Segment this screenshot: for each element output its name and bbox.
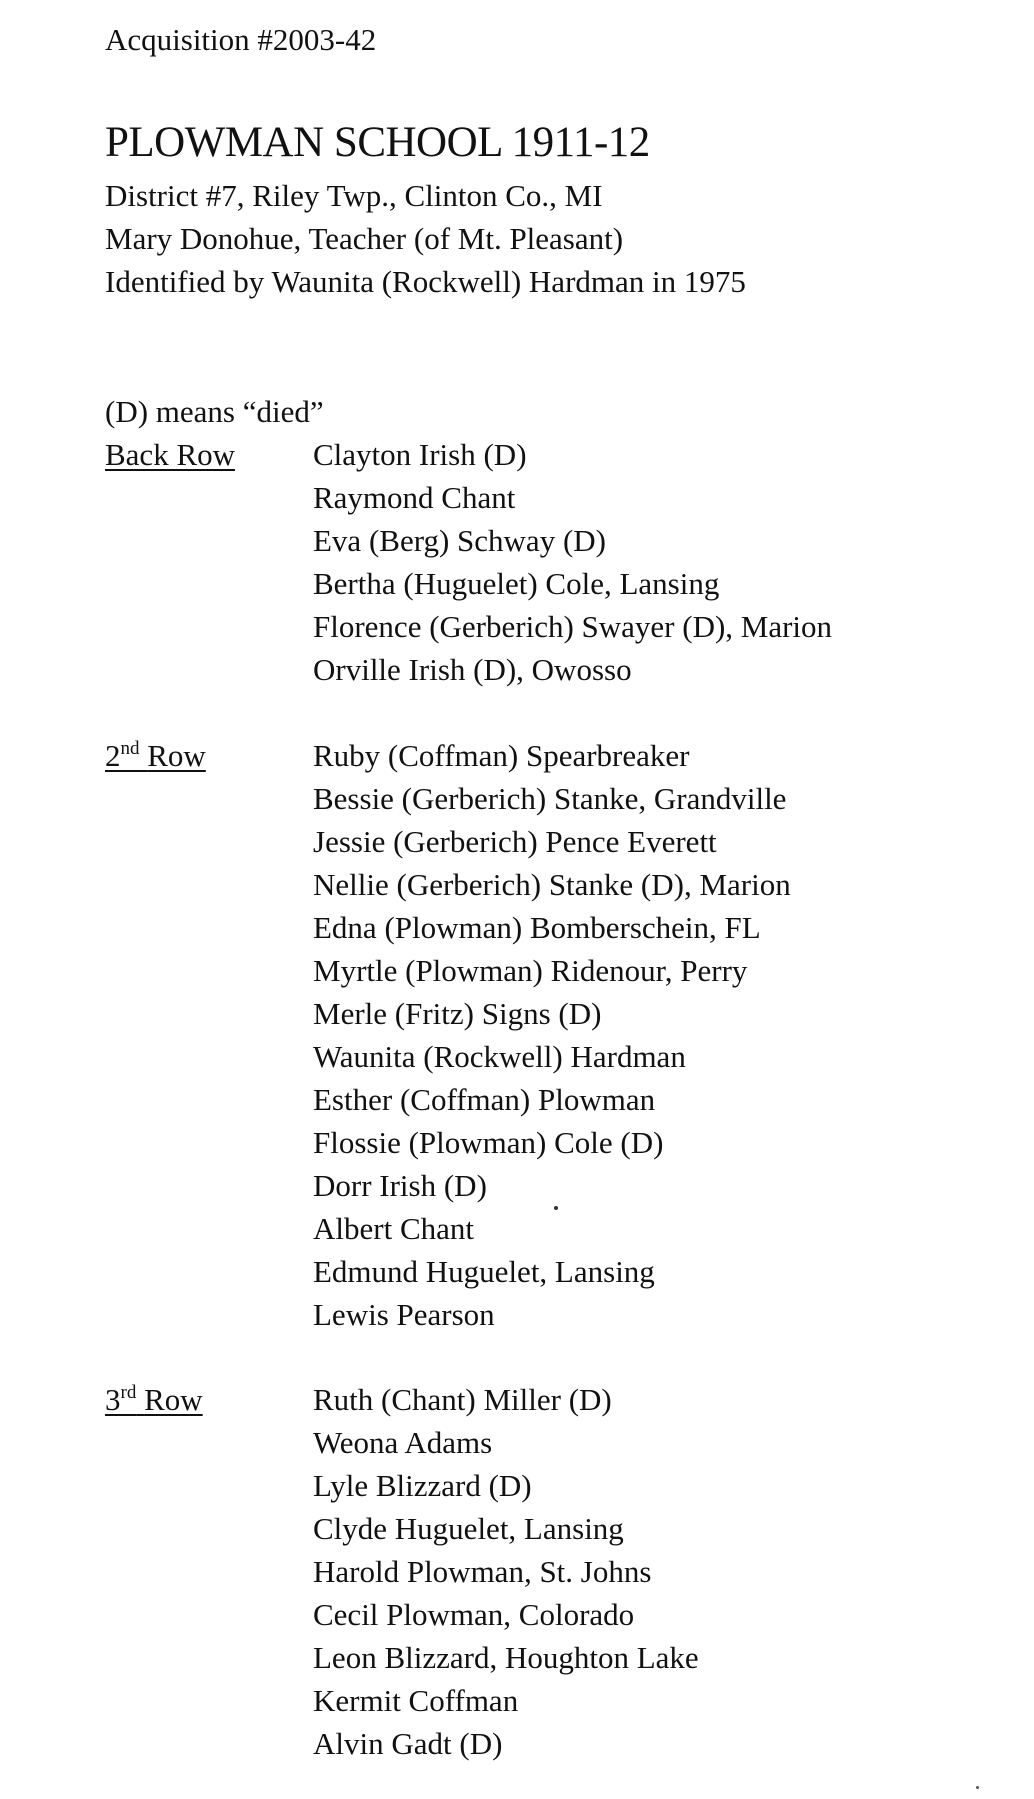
name-entry: Clayton Irish (D) [313, 437, 527, 472]
back-row-label: Back Row [105, 437, 236, 472]
name-entry: Dorr Irish (D) [313, 1168, 487, 1203]
name-entry: Clyde Huguelet, Lansing [313, 1511, 624, 1546]
back-row-names [313, 433, 832, 691]
third-row-label-number: 3 [105, 1382, 121, 1417]
document-title: PLOWMAN SCHOOL 1911-12 [105, 119, 650, 166]
second-row-label [105, 734, 206, 777]
name-entry: Cecil Plowman, Colorado [313, 1597, 635, 1632]
name-entry: Ruth (Chant) Miller (D) [313, 1382, 612, 1417]
third-row-label-word: Row [144, 1382, 203, 1417]
name-entry: Bertha (Huguelet) Cole, Lansing [313, 566, 720, 601]
name-entry: Eva (Berg) Schway (D) [313, 523, 606, 558]
name-entry: Esther (Coffman) Plowman [313, 1082, 656, 1117]
name-entry: Harold Plowman, St. Johns [313, 1554, 652, 1589]
teacher-line: Mary Donohue, Teacher (of Mt. Pleasant) [105, 221, 624, 256]
third-row-names [313, 1378, 699, 1765]
name-entry: Weona Adams [313, 1425, 493, 1460]
name-entry: Raymond Chant [313, 480, 516, 515]
name-entry: Leon Blizzard, Houghton Lake [313, 1640, 699, 1675]
name-entry: Flossie (Plowman) Cole (D) [313, 1125, 664, 1160]
name-entry: Kermit Coffman [313, 1683, 519, 1718]
name-entry: Lewis Pearson [313, 1297, 495, 1332]
name-entry: Florence (Gerberich) Swayer (D), Marion [313, 609, 833, 644]
second-row-label-word: Row [147, 738, 206, 773]
name-entry: Ruby (Coffman) Spearbreaker [313, 738, 690, 773]
name-entry: Orville Irish (D), Owosso [313, 652, 632, 687]
name-entry: Albert Chant [313, 1211, 474, 1246]
name-entry: Myrtle (Plowman) Ridenour, Perry [313, 953, 748, 988]
second-row-label-number: 2 [105, 738, 121, 773]
name-entry: Jessie (Gerberich) Pence Everett [313, 824, 717, 859]
name-entry: Bessie (Gerberich) Stanke, Grandville [313, 781, 787, 816]
name-entry: Lyle Blizzard (D) [313, 1468, 532, 1503]
second-row-names [313, 734, 791, 1336]
name-entry: Nellie (Gerberich) Stanke (D), Marion [313, 867, 791, 902]
document-info [105, 174, 746, 303]
acquisition-number: Acquisition #2003-42 [105, 22, 377, 57]
district-line: District #7, Riley Twp., Clinton Co., MI [105, 178, 603, 213]
scan-speck [554, 1206, 558, 1210]
name-entry: Edmund Huguelet, Lansing [313, 1254, 655, 1289]
name-entry: Merle (Fritz) Signs (D) [313, 996, 602, 1031]
died-legend: (D) means “died” [105, 394, 324, 429]
third-row-label [105, 1378, 203, 1421]
second-row-label-suffix: nd [120, 738, 140, 759]
third-row-label-suffix: rd [120, 1382, 137, 1403]
name-entry: Waunita (Rockwell) Hardman [313, 1039, 686, 1074]
name-entry: Edna (Plowman) Bomberschein, FL [313, 910, 761, 945]
identified-by-line: Identified by Waunita (Rockwell) Hardman in 1975 [105, 264, 746, 299]
scan-speck [976, 1786, 979, 1789]
name-entry: Alvin Gadt (D) [313, 1726, 503, 1761]
